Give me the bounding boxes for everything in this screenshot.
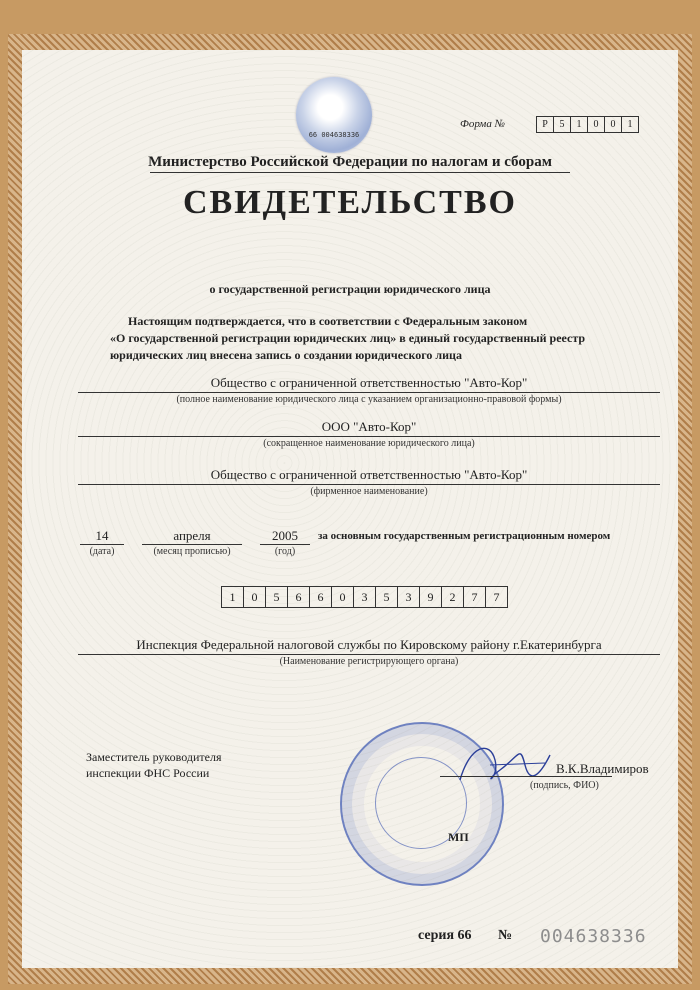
short-name-underline	[78, 436, 660, 437]
signatory-position-line: Заместитель руководителя	[86, 750, 222, 764]
short-name-value: ООО "Авто-Кор"	[321, 419, 417, 434]
form-label: Форма №	[460, 118, 505, 130]
serial-number: 004638336	[540, 926, 647, 947]
form-code-cell: 1	[571, 117, 588, 132]
intro-paragraph	[110, 313, 662, 364]
ogrn-box	[221, 586, 508, 608]
authority-underline	[78, 654, 660, 655]
brand-name-value: Общество с ограниченной ответственностью "Авто-Кор"	[210, 467, 528, 482]
ogrn-digit: 0	[332, 587, 354, 607]
series-label: серия 66	[418, 928, 472, 943]
signatory-position	[86, 749, 222, 781]
signature-caption: (подпись, ФИО)	[530, 780, 599, 791]
short-name-caption: (сокращенное наименование юридического лица)	[263, 438, 475, 449]
ministry-heading: Министерство Российской Федерации по налогам и сборам	[148, 154, 552, 170]
ogrn-digit: 3	[354, 587, 376, 607]
date-year-caption: (год)	[274, 546, 296, 557]
full-name-caption: (полное наименование юридического лица с указанием организационно-правовой формы)	[176, 394, 562, 405]
intro-line: «О государственной регистрации юридических лиц» в единый государственный реестр	[110, 331, 586, 345]
ogrn-digit: 5	[376, 587, 398, 607]
full-name-underline	[78, 392, 660, 393]
brand-name-caption: (фирменное наименование)	[310, 486, 428, 497]
registration-number-label: за основным государственным регистрационным номером	[318, 530, 611, 542]
ogrn-digit: 1	[222, 587, 244, 607]
form-code-box	[536, 116, 639, 133]
date-day-underline	[80, 544, 124, 545]
date-month-underline	[142, 544, 242, 545]
ogrn-digit: 7	[493, 590, 500, 604]
signatory-position-line: инспекции ФНС России	[86, 766, 210, 780]
ogrn-digit: 0	[244, 587, 266, 607]
ogrn-digit: 9	[420, 587, 442, 607]
date-month-caption: (месяц прописью)	[153, 546, 231, 557]
form-code-cell: 5	[554, 117, 571, 132]
ministry-underline	[150, 172, 570, 173]
brand-name-underline	[78, 484, 660, 485]
signatory-name: В.К.Владимиров	[556, 761, 649, 776]
ogrn-digit: 6	[288, 587, 310, 607]
intro-line: Настоящим подтверждается, что в соответствии с Федеральным законом	[128, 314, 528, 328]
date-day: 14	[95, 528, 109, 543]
date-year: 2005	[272, 528, 298, 543]
authority-caption: (Наименование регистрирующего органа)	[279, 656, 459, 667]
certificate-subtitle: о государственной регистрации юридического лица	[209, 282, 491, 296]
hologram-number: 66 004638336	[308, 131, 360, 139]
hologram-sticker	[296, 77, 372, 153]
ogrn-digit: 3	[398, 587, 420, 607]
form-code-cell: 0	[588, 117, 605, 132]
date-year-underline	[260, 544, 310, 545]
form-code-cell: Р	[537, 117, 554, 132]
ogrn-digit: 2	[442, 587, 464, 607]
number-sign: №	[498, 928, 513, 943]
form-code-cell: 0	[605, 117, 622, 132]
intro-line: юридических лиц внесена запись о создании юридического лица	[110, 348, 462, 362]
date-day-caption: (дата)	[89, 546, 115, 557]
ogrn-digit: 5	[266, 587, 288, 607]
seal-place-label: МП	[448, 830, 469, 844]
certificate-title: СВИДЕТЕЛЬСТВО	[183, 184, 517, 221]
full-name-value: Общество с ограниченной ответственностью "Авто-Кор"	[210, 375, 528, 390]
form-code-cell: 1	[627, 119, 633, 130]
date-month: апреля	[173, 528, 211, 543]
authority-name: Инспекция Федеральной налоговой службы по Кировскому району г.Екатеринбурга	[136, 637, 602, 652]
ogrn-digit: 6	[310, 587, 332, 607]
ogrn-digit: 7	[464, 587, 486, 607]
